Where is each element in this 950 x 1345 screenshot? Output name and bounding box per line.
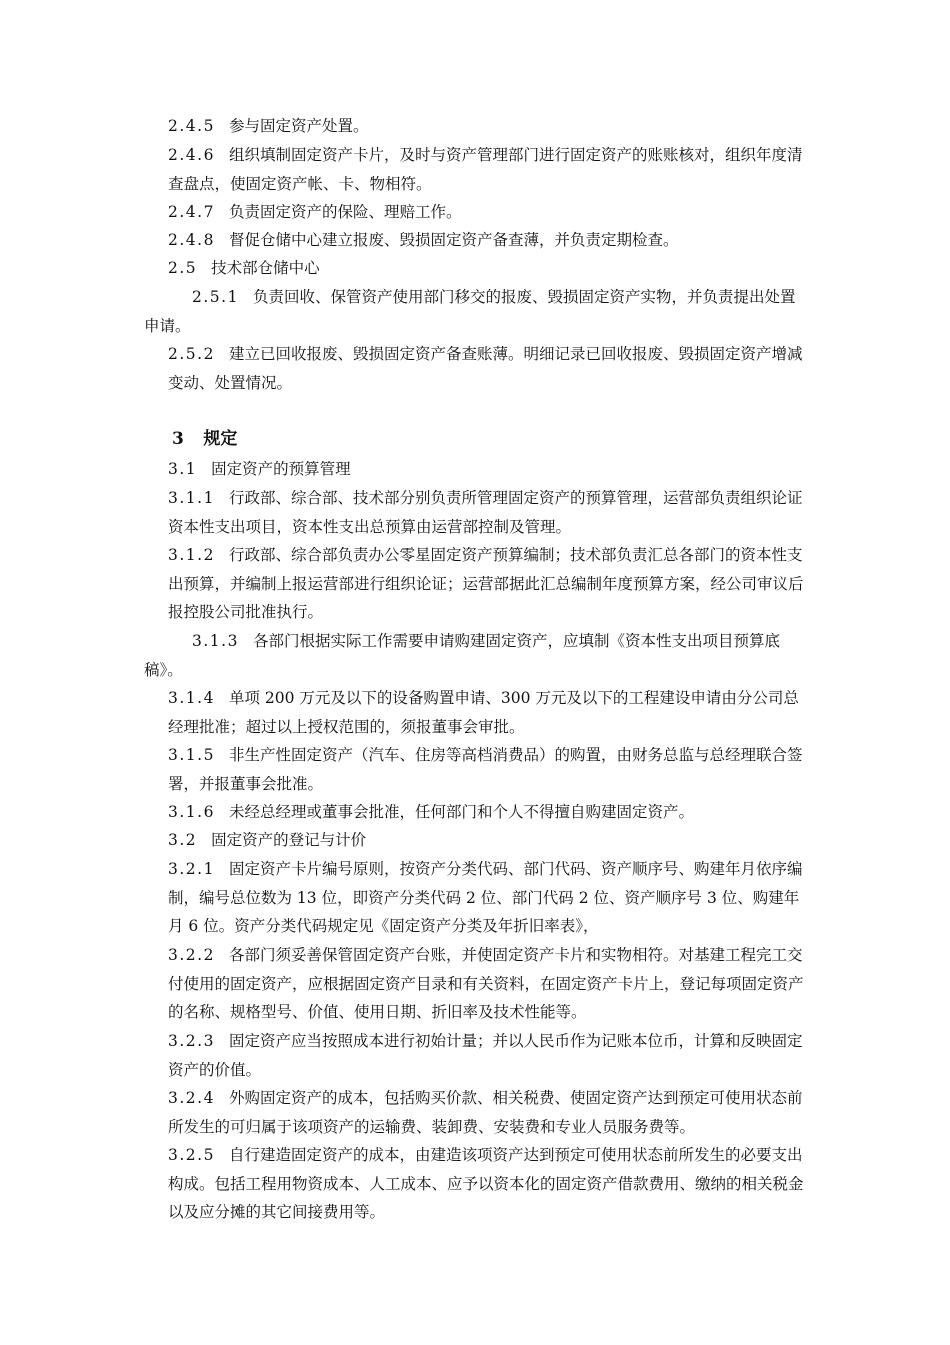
section-number: 3.1.1 bbox=[168, 489, 215, 507]
section-number: 3.1.5 bbox=[168, 746, 215, 764]
section-number: 3.1.6 bbox=[168, 803, 215, 821]
section-number: 3.1.3 bbox=[192, 632, 239, 650]
section-text: 组织填制固定资产卡片，及时与资产管理部门进行固定资产的账账核对，组织年度清查盘点，使固定资产帐、卡、物相符。 bbox=[168, 146, 803, 193]
paragraph-3-2-5 bbox=[168, 1141, 808, 1227]
paragraph-3-1-2 bbox=[168, 541, 808, 627]
section-number: 3.1.4 bbox=[168, 689, 215, 707]
paragraph-2-4-5 bbox=[168, 112, 808, 141]
paragraph-2-4-6 bbox=[168, 141, 808, 198]
section-number: 3.1.2 bbox=[168, 546, 215, 564]
paragraph-2-5 bbox=[168, 254, 808, 283]
section-text: 未经总经理或董事会批准，任何部门和个人不得擅自购建固定资产。 bbox=[228, 803, 694, 821]
section-text: 参与固定资产处置。 bbox=[228, 117, 369, 135]
paragraph-3-2-2 bbox=[168, 941, 808, 1027]
heading-section-3 bbox=[172, 425, 237, 453]
section-number: 2.4.5 bbox=[168, 117, 215, 135]
paragraph-3-1-3 bbox=[144, 627, 810, 684]
paragraph-2-4-7 bbox=[168, 198, 808, 227]
paragraph-3-2-3 bbox=[168, 1027, 808, 1084]
section-number: 3.2.5 bbox=[168, 1146, 215, 1164]
section-number: 3.2.4 bbox=[168, 1089, 215, 1107]
section-text: 行政部、综合部负责办公零星固定资产预算编制；技术部负责汇总各部门的资本性支出预算，并编制上报运营部进行组织论证；运营部据此汇总编制年度预算方案，经公司审议后报控股公司批准执行。 bbox=[168, 546, 804, 621]
paragraph-2-4-8 bbox=[168, 226, 808, 255]
section-text: 固定资产的预算管理 bbox=[211, 460, 351, 478]
section-text: 技术部仓储中心 bbox=[211, 259, 320, 277]
paragraph-3-2 bbox=[168, 826, 808, 855]
section-text: 非生产性固定资产（汽车、住房等高档消费品）的购置，由财务总监与总经理联合签署，并报董事会批准。 bbox=[168, 746, 803, 793]
section-number: 2.4.8 bbox=[168, 231, 215, 249]
paragraph-3-1 bbox=[168, 455, 808, 484]
paragraph-3-1-6 bbox=[168, 798, 808, 827]
section-number: 3.2 bbox=[168, 831, 198, 849]
paragraph-3-2-1 bbox=[168, 855, 808, 941]
section-text: 各部门根据实际工作需要申请购建固定资产，应填制《资本性支出项目预算底稿》。 bbox=[144, 632, 780, 679]
section-text: 自行建造固定资产的成本，由建造该项资产达到预定可使用状态前所发生的必要支出构成。包括工程用物资成本、人工成本、应予以资本化的固定资产借款费用、缴纳的相关税金以及应分摊的其它间接费用等。 bbox=[168, 1146, 804, 1221]
section-number: 3.2.2 bbox=[168, 946, 215, 964]
section-number: 3 bbox=[172, 429, 186, 449]
section-text: 外购固定资产的成本，包括购买价款、相关税费、使固定资产达到预定可使用状态前所发生的可归属于该项资产的运输费、装卸费、安装费和专业人员服务费等。 bbox=[168, 1089, 803, 1136]
section-text: 各部门须妥善保管固定资产台账，并使固定资产卡片和实物相符。对基建工程完工交付使用的固定资产，应根据固定资产目录和有关资料，在固定资产卡片上，登记每项固定资产的名称、规格型号、价值、使用日期、折旧率及技术性能等。 bbox=[168, 946, 804, 1021]
paragraph-2-5-2 bbox=[168, 340, 808, 397]
paragraph-2-5-1 bbox=[144, 283, 810, 340]
section-text: 督促仓储中心建立报废、毁损固定资产备查薄，并负责定期检查。 bbox=[228, 231, 679, 249]
section-text: 固定资产应当按照成本进行初始计量；并以人民币作为记账本位币，计算和反映固定资产的价值。 bbox=[168, 1032, 803, 1079]
paragraph-3-2-4 bbox=[168, 1084, 808, 1141]
section-number: 2.4.6 bbox=[168, 146, 215, 164]
section-text: 负责回收、保管资产使用部门移交的报废、毁损固定资产实物，并负责提出处置申请。 bbox=[144, 288, 796, 335]
section-text: 负责固定资产的保险、理赔工作。 bbox=[228, 203, 462, 221]
section-number: 2.5.2 bbox=[168, 345, 215, 363]
section-text: 固定资产的登记与计价 bbox=[211, 831, 367, 849]
section-title: 规定 bbox=[203, 429, 238, 449]
section-text: 固定资产卡片编号原则，按资产分类代码、部门代码、资产顺序号、购建年月依序编制，编号总位数为 13 位，即资产分类代码 2 位、部门代码 2 位、资产顺序号 3 位、购建年月 6 位。资产分类代码规定见《固定资产分类及年折旧率表》， bbox=[168, 860, 803, 935]
section-text: 单项 200 万元及以下的设备购置申请、300 万元及以下的工程建设申请由分公司总经理批准；超过以上授权范围的，须报董事会审批。 bbox=[168, 689, 799, 736]
section-number: 3.1 bbox=[168, 460, 198, 478]
paragraph-3-1-1 bbox=[168, 484, 808, 541]
section-number: 2.5 bbox=[168, 259, 198, 277]
section-number: 2.4.7 bbox=[168, 203, 215, 221]
section-text: 建立已回收报废、毁损固定资产备查账薄。明细记录已回收报废、毁损固定资产增减变动、处置情况。 bbox=[168, 345, 803, 392]
section-number: 3.2.1 bbox=[168, 860, 215, 878]
section-number: 2.5.1 bbox=[192, 288, 239, 306]
paragraph-3-1-5 bbox=[168, 741, 808, 798]
section-number: 3.2.3 bbox=[168, 1032, 215, 1050]
paragraph-3-1-4 bbox=[168, 684, 808, 741]
section-text: 行政部、综合部、技术部分别负责所管理固定资产的预算管理，运营部负责组织论证资本性支出项目，资本性支出总预算由运营部控制及管理。 bbox=[168, 489, 803, 536]
